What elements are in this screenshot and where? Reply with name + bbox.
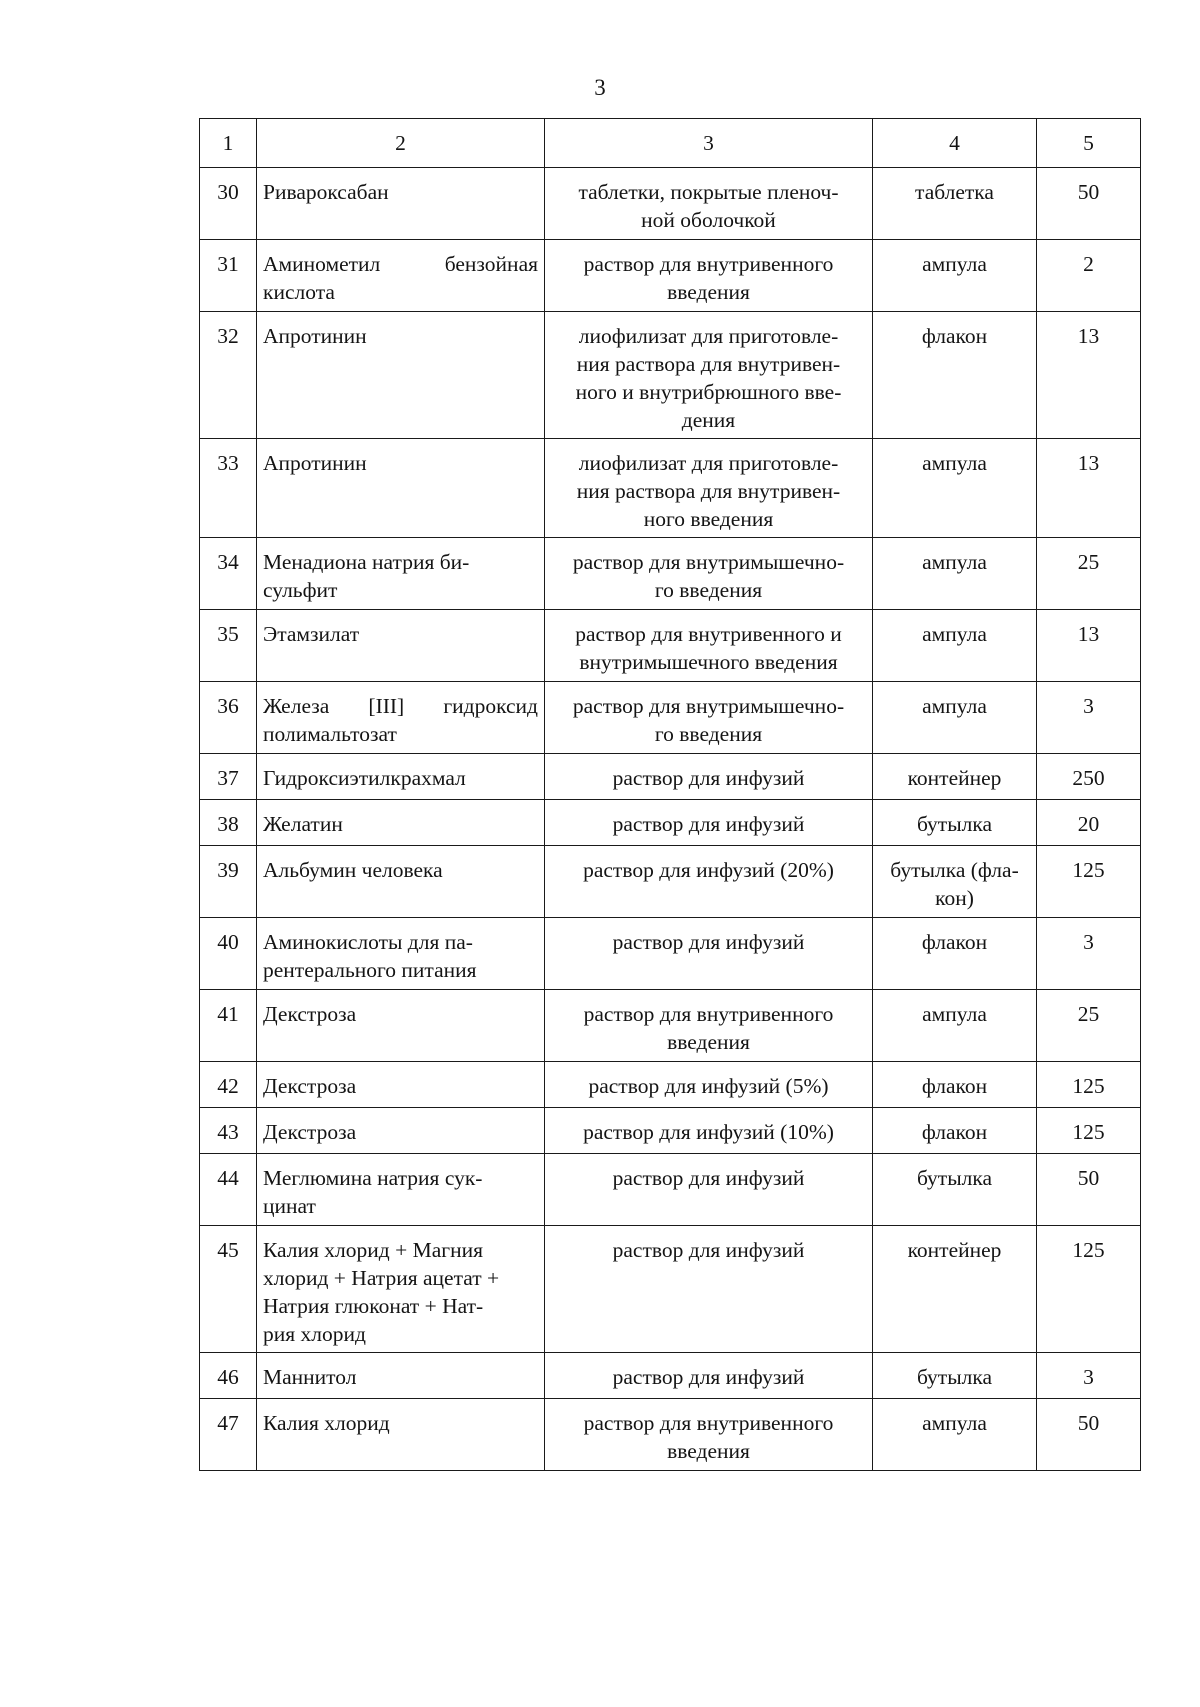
table-row bbox=[200, 754, 1141, 800]
row-number: 41 bbox=[200, 990, 257, 1062]
dosage-form: лиофилизат для приготовле- ния раствора для внутривен- ного и внутрибрюшного вве- дения bbox=[545, 312, 873, 439]
table-row bbox=[200, 1226, 1141, 1353]
row-number: 31 bbox=[200, 240, 257, 312]
row-number: 46 bbox=[200, 1353, 257, 1399]
table-row bbox=[200, 1062, 1141, 1108]
row-number: 45 bbox=[200, 1226, 257, 1353]
package-unit: ампула bbox=[873, 439, 1037, 538]
quantity: 50 bbox=[1037, 1154, 1141, 1226]
drug-name: Ривароксабан bbox=[257, 168, 545, 240]
drug-name: Декстроза bbox=[257, 1062, 545, 1108]
drug-name: Менадиона натрия би- сульфит bbox=[257, 538, 545, 610]
quantity: 20 bbox=[1037, 800, 1141, 846]
dosage-form: раствор для инфузий (5%) bbox=[545, 1062, 873, 1108]
quantity: 13 bbox=[1037, 610, 1141, 682]
drug-name: Желатин bbox=[257, 800, 545, 846]
quantity: 25 bbox=[1037, 538, 1141, 610]
column-header: 4 bbox=[873, 119, 1037, 168]
column-header: 2 bbox=[257, 119, 545, 168]
quantity: 125 bbox=[1037, 846, 1141, 918]
dosage-form: раствор для инфузий bbox=[545, 800, 873, 846]
package-unit: бутылка (фла- кон) bbox=[873, 846, 1037, 918]
drug-name: Маннитол bbox=[257, 1353, 545, 1399]
row-number: 42 bbox=[200, 1062, 257, 1108]
row-number: 34 bbox=[200, 538, 257, 610]
dosage-form: раствор для инфузий (10%) bbox=[545, 1108, 873, 1154]
drug-name: Декстроза bbox=[257, 990, 545, 1062]
package-unit: таблетка bbox=[873, 168, 1037, 240]
table-row bbox=[200, 1353, 1141, 1399]
column-number-row bbox=[200, 119, 1141, 168]
dosage-form: раствор для внутривенного введения bbox=[545, 990, 873, 1062]
package-unit: бутылка bbox=[873, 1154, 1037, 1226]
dosage-form: раствор для внутривенного введения bbox=[545, 240, 873, 312]
quantity: 125 bbox=[1037, 1062, 1141, 1108]
row-number: 39 bbox=[200, 846, 257, 918]
table-row bbox=[200, 1154, 1141, 1226]
package-unit: ампула bbox=[873, 990, 1037, 1062]
row-number: 36 bbox=[200, 682, 257, 754]
dosage-form: таблетки, покрытые пленоч- ной оболочкой bbox=[545, 168, 873, 240]
column-header: 1 bbox=[200, 119, 257, 168]
page-number: 3 bbox=[594, 75, 606, 100]
quantity: 2 bbox=[1037, 240, 1141, 312]
drug-name: Меглюмина натрия сук- цинат bbox=[257, 1154, 545, 1226]
dosage-form: раствор для инфузий (20%) bbox=[545, 846, 873, 918]
table-row bbox=[200, 240, 1141, 312]
quantity: 3 bbox=[1037, 1353, 1141, 1399]
package-unit: ампула bbox=[873, 682, 1037, 754]
table-row bbox=[200, 682, 1141, 754]
package-unit: флакон bbox=[873, 1108, 1037, 1154]
dosage-form: лиофилизат для приготовле- ния раствора для внутривен- ного введения bbox=[545, 439, 873, 538]
drug-name: Аминокислоты для па- рентерального питания bbox=[257, 918, 545, 990]
drug-name: Калия хлорид bbox=[257, 1399, 545, 1471]
drug-name: Аминометил бензойная кислота bbox=[257, 240, 545, 312]
row-number: 30 bbox=[200, 168, 257, 240]
package-unit: флакон bbox=[873, 312, 1037, 439]
row-number: 40 bbox=[200, 918, 257, 990]
table-row bbox=[200, 800, 1141, 846]
package-unit: контейнер bbox=[873, 1226, 1037, 1353]
drug-name: Гидроксиэтилкрахмал bbox=[257, 754, 545, 800]
drug-name: Апротинин bbox=[257, 439, 545, 538]
package-unit: бутылка bbox=[873, 1353, 1037, 1399]
dosage-form: раствор для инфузий bbox=[545, 1226, 873, 1353]
package-unit: флакон bbox=[873, 918, 1037, 990]
table-row bbox=[200, 918, 1141, 990]
package-unit: ампула bbox=[873, 610, 1037, 682]
dosage-form: раствор для инфузий bbox=[545, 754, 873, 800]
quantity: 50 bbox=[1037, 1399, 1141, 1471]
column-header: 5 bbox=[1037, 119, 1141, 168]
table-row bbox=[200, 1108, 1141, 1154]
dosage-form: раствор для внутривенного и внутримышечного введения bbox=[545, 610, 873, 682]
package-unit: бутылка bbox=[873, 800, 1037, 846]
dosage-form: раствор для инфузий bbox=[545, 918, 873, 990]
quantity: 3 bbox=[1037, 918, 1141, 990]
table-row bbox=[200, 439, 1141, 538]
dosage-form: раствор для внутримышечно- го введения bbox=[545, 538, 873, 610]
drug-name: Декстроза bbox=[257, 1108, 545, 1154]
row-number: 43 bbox=[200, 1108, 257, 1154]
quantity: 25 bbox=[1037, 990, 1141, 1062]
dosage-form: раствор для инфузий bbox=[545, 1154, 873, 1226]
package-unit: ампула bbox=[873, 1399, 1037, 1471]
dosage-form: раствор для внутримышечно- го введения bbox=[545, 682, 873, 754]
drug-name: Этамзилат bbox=[257, 610, 545, 682]
row-number: 47 bbox=[200, 1399, 257, 1471]
package-unit: ампула bbox=[873, 538, 1037, 610]
table-body bbox=[200, 119, 1141, 1471]
drug-name: Калия хлорид + Магния хлорид + Натрия ацетат + Натрия глюконат + Нат- рия хлорид bbox=[257, 1226, 545, 1353]
row-number: 35 bbox=[200, 610, 257, 682]
table-row bbox=[200, 990, 1141, 1062]
table-row bbox=[200, 1399, 1141, 1471]
drug-name: Альбумин человека bbox=[257, 846, 545, 918]
table-row bbox=[200, 538, 1141, 610]
package-unit: флакон bbox=[873, 1062, 1037, 1108]
quantity: 125 bbox=[1037, 1226, 1141, 1353]
row-number: 33 bbox=[200, 439, 257, 538]
column-header: 3 bbox=[545, 119, 873, 168]
quantity: 13 bbox=[1037, 312, 1141, 439]
quantity: 250 bbox=[1037, 754, 1141, 800]
dosage-form: раствор для внутривенного введения bbox=[545, 1399, 873, 1471]
dosage-form: раствор для инфузий bbox=[545, 1353, 873, 1399]
table-row bbox=[200, 168, 1141, 240]
package-unit: ампула bbox=[873, 240, 1037, 312]
drug-name: Апротинин bbox=[257, 312, 545, 439]
table-row bbox=[200, 312, 1141, 439]
package-unit: контейнер bbox=[873, 754, 1037, 800]
drug-name: Железа [III] гидроксид полимальтозат bbox=[257, 682, 545, 754]
quantity: 50 bbox=[1037, 168, 1141, 240]
row-number: 38 bbox=[200, 800, 257, 846]
drug-list-table bbox=[199, 118, 1141, 1471]
row-number: 32 bbox=[200, 312, 257, 439]
table-row bbox=[200, 846, 1141, 918]
quantity: 3 bbox=[1037, 682, 1141, 754]
row-number: 37 bbox=[200, 754, 257, 800]
quantity: 13 bbox=[1037, 439, 1141, 538]
quantity: 125 bbox=[1037, 1108, 1141, 1154]
table-row bbox=[200, 610, 1141, 682]
row-number: 44 bbox=[200, 1154, 257, 1226]
